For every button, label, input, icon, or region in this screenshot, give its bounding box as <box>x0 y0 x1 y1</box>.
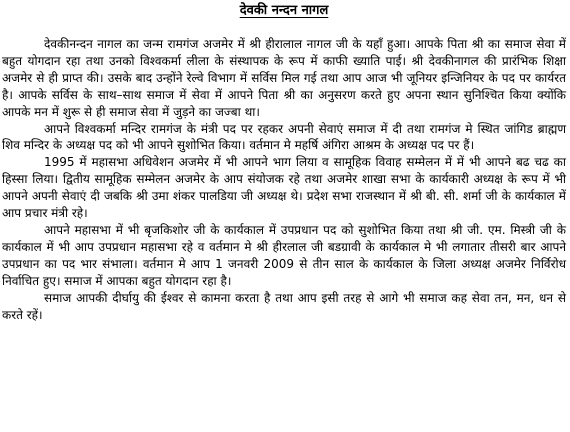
paragraph-blessing <box>2 290 566 324</box>
paragraph-text: आपने विश्वकर्मा मन्दिर रामगंज के मंत्री पद पर रहकर अपनी सेवाएं समाज में दी तथा रामगंज मे स्थित जांगिड ब्राह्मण शिव मन्दिर के अध्यक्ष पद को भी आपने सुशोभित किया। वर्तमान मे महर्षि अंगिरा आश्रम के अध्यक्ष पद पर हैं। <box>2 121 566 153</box>
paragraph-text: समाज आपकी दीर्घायु की ईश्वर से कामना करता है तथा आप इसी तरह से आगे भी समाज कह सेवा तन, मन, धन से करते रहें। <box>2 290 566 322</box>
paragraph-vice-president <box>2 222 566 290</box>
page-title: देवकी नन्दन नागल <box>239 3 329 18</box>
paragraph-text: देवकीनन्दन नागल का जन्म रामगंज अजमेर में श्री हीरालाल नागल जी के यहाँ हुआ। आपके पिता श्री का समाज सेवा में बहुत योगदान रहा तथा उनको विश्वकर्मा लीला के संस्थापक के रूप में काफी ख्याति पाई। श्री देवकीनागल की प्रारंभिक शिक्षा अजमेर से ही प्राप्त की। उसके बाद उन्होंने रेल्वे विभाग में सर्विस मिल गई तथा आप आज भी जूनियर इन्जिनियर के पद पर कार्यरत है। आपके सर्विस के साथ–साथ समाज में सेवा में आपने पिता श्री का अनुसरण करते हुए अपना स्थान सुनिश्चित किया क्योंकि आपके मन में शुरू से ही समाज सेवा में जुड़ने का जज्बा था। <box>2 37 566 119</box>
paragraph-mahasabha-1995 <box>2 154 566 222</box>
paragraph-biography <box>2 36 566 121</box>
paragraph-text: आपने महासभा में भी बृजकिशोर जी के कार्यकाल में उपप्रधान पद को सुशोभित किया तथा श्री जी. एम. मिस्त्री जी के कार्यकाल में भी आप उपप्रधान महासभा रहे व वर्तमान मे श्री हीरलाल जी बडग्रावी के कार्यकाल मे भी लगातार तीसरी बार आपने उपप्रधान का पद भार संभाला। वर्तमान मे आप 1 जनवरी 2009 से तीन साल के कार्यकाल के जिला अध्यक्ष अजमेर निर्विरोध निर्वाचित हुए। समाज में आपका बहुत योगदान रहा है। <box>2 222 566 288</box>
paragraph-temple-service <box>2 121 566 155</box>
paragraph-text: 1995 में महासभा अधिवेशन अजमेर में भी आपने भाग लिया व सामूहिक विवाह सम्मेलन में में भी आपने बढ चढ का हिस्सा लिया। द्वितीय सामूहिक सम्मेलन अजमेर के आप संयोजक रहे तथा अजमेर शाखा सभा के कार्यकारी अध्यक्ष के रूप में भी आपने अपनी सेवाएं दी जबकि श्री उमा शंकर पालडिया जी अध्यक्ष थे। प्रदेश सभा राजस्थान में श्री बी. सी. शर्मा जी के कार्यकाल में आप प्रचार मंत्री रहे। <box>2 155 566 221</box>
